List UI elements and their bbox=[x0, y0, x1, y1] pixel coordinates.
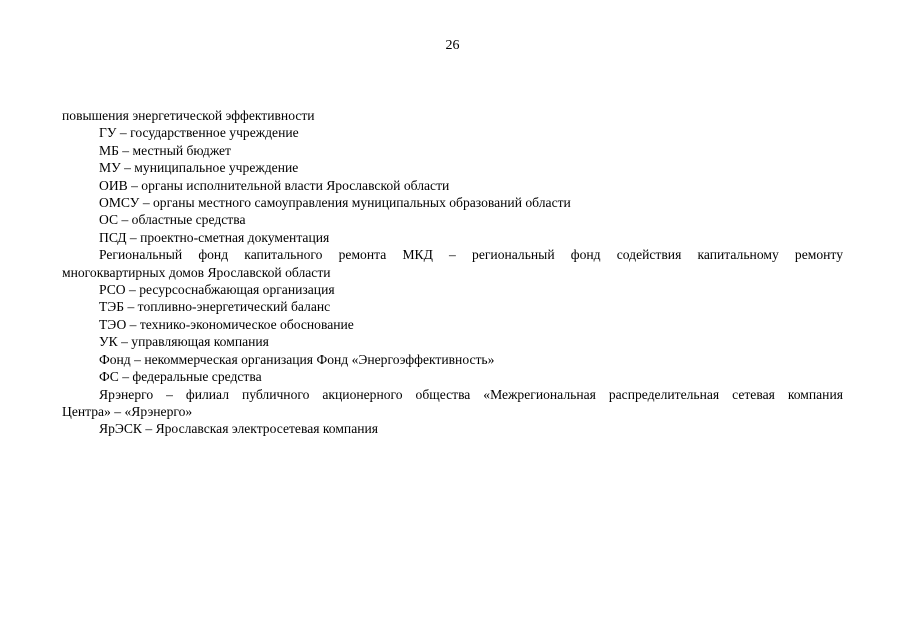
abbreviation-item: ФС – федеральные средства bbox=[99, 369, 262, 385]
abbreviation-item: ЯрЭСК – Ярославская электросетевая компания bbox=[99, 421, 379, 437]
abbreviation-item: ОИВ – органы исполнительной власти Ярославской области bbox=[99, 177, 450, 193]
abbreviation-item: Фонд – некоммерческая организация Фонд «Энергоэффективность» bbox=[99, 351, 495, 367]
abbreviation-item-yarenergo bbox=[62, 386, 843, 421]
continuation-line: повышения энергетической эффективности bbox=[62, 108, 315, 123]
abbreviation-item: МБ – местный бюджет bbox=[99, 142, 232, 158]
yarenergo-line-2: Центра» – «Ярэнерго» bbox=[62, 403, 193, 419]
abbreviation-item: ТЭБ – топливно-энергетический баланс bbox=[99, 299, 331, 315]
abbreviation-item: ПСД – проектно-сметная документация bbox=[99, 229, 330, 245]
yarenergo-line-1: Ярэнерго – филиал публичного акционерного общества «Межрегиональная распределительная сетевая компания bbox=[99, 386, 843, 402]
regional-fund-line-2: многоквартирных домов Ярославской области bbox=[62, 264, 331, 280]
abbreviation-item: МУ – муниципальное учреждение bbox=[99, 160, 299, 176]
abbreviation-item: ОС – областные средства bbox=[99, 212, 246, 228]
abbreviation-item-regional-fund bbox=[62, 246, 843, 281]
abbreviation-item: ТЭО – технико-экономическое обоснование bbox=[99, 316, 354, 332]
abbreviation-item: УК – управляющая компания bbox=[99, 334, 269, 350]
regional-fund-line-1: Региональный фонд капитального ремонта МКД – региональный фонд содействия капитальному ремонту bbox=[99, 247, 843, 263]
abbreviations-list bbox=[62, 107, 843, 438]
page-number: 26 bbox=[445, 38, 460, 53]
abbreviation-item: РСО – ресурсоснабжающая организация bbox=[99, 282, 335, 298]
abbreviation-item: ГУ – государственное учреждение bbox=[99, 125, 299, 141]
abbreviation-item: ОМСУ – органы местного самоуправления муниципальных образований области bbox=[99, 195, 571, 211]
